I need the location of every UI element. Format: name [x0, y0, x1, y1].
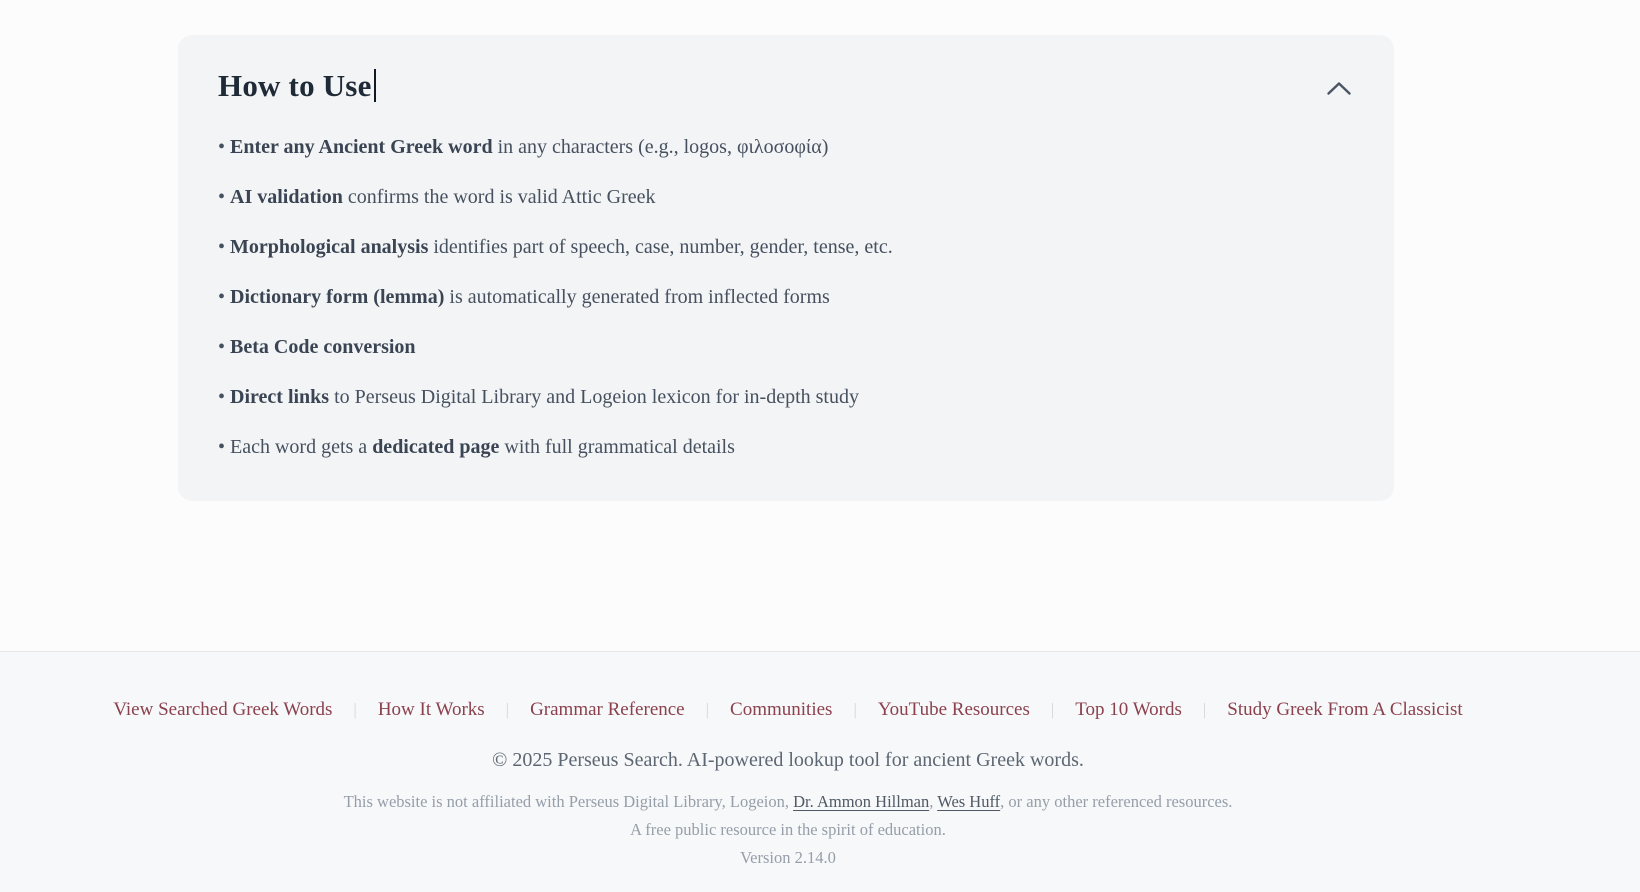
- how-to-use-header: [218, 65, 1354, 107]
- feature-item: • Enter any Ancient Greek word in any characters (e.g., logos, φιλοσοφία): [218, 133, 1354, 161]
- page-footer: [0, 651, 1640, 892]
- main-content-area: [0, 35, 1640, 651]
- feature-item: • Each word gets a dedicated page with full grammatical details: [218, 433, 1354, 461]
- feature-list: [218, 133, 1354, 461]
- feature-item: • Morphological analysis identifies part of speech, case, number, gender, tense, etc.: [218, 233, 1354, 261]
- nav-separator: |: [1202, 700, 1207, 719]
- footer-link-how-it-works[interactable]: How It Works: [377, 699, 485, 720]
- wes-huff-link[interactable]: Wes Huff: [937, 792, 1001, 811]
- footer-link-youtube-resources[interactable]: YouTube Resources: [877, 699, 1030, 720]
- ammon-hillman-link[interactable]: Dr. Ammon Hillman: [793, 792, 930, 811]
- footer-link-study-greek-from-a-classicist[interactable]: Study Greek From A Classicist: [1227, 699, 1463, 720]
- page-title-text: How to Use: [218, 68, 372, 103]
- nav-separator: |: [1050, 700, 1055, 719]
- nav-separator: |: [353, 700, 357, 719]
- how-to-use-card: [178, 35, 1394, 501]
- version-text: Version 2.14.0: [740, 848, 836, 867]
- feature-item: • Dictionary form (lemma) is automatically generated from inflected forms: [218, 283, 1354, 311]
- nav-separator: |: [705, 700, 710, 719]
- page-title: [218, 65, 376, 107]
- collapse-section-button[interactable]: [1324, 73, 1354, 107]
- footer-link-grammar-reference[interactable]: Grammar Reference: [530, 699, 685, 720]
- footer-link-communities[interactable]: Communities: [730, 699, 833, 720]
- footer-link-view-searched-greek-words[interactable]: View Searched Greek Words: [113, 699, 333, 720]
- feature-item: • Beta Code conversion: [218, 333, 1354, 361]
- nav-separator: |: [505, 700, 510, 719]
- chevron-up-icon: [1326, 84, 1352, 99]
- disclaimer-text: This website is not affiliated with Perseus Digital Library, Logeion, Dr. Ammon Hillman, Wes Huff, or any other referenced resources.: [343, 792, 1233, 811]
- footer-nav: [0, 698, 1576, 722]
- tagline-text: A free public resource in the spirit of education.: [630, 820, 946, 839]
- footer-content: [0, 698, 1576, 868]
- footer-link-top-10-words[interactable]: Top 10 Words: [1075, 699, 1182, 720]
- nav-separator: |: [853, 700, 857, 719]
- feature-item: • AI validation confirms the word is valid Attic Greek: [218, 183, 1354, 211]
- text-caret: [374, 69, 376, 102]
- copyright-text: © 2025 Perseus Search. AI-powered lookup tool for ancient Greek words.: [492, 749, 1084, 771]
- feature-item: • Direct links to Perseus Digital Library and Logeion lexicon for in-depth study: [218, 383, 1354, 411]
